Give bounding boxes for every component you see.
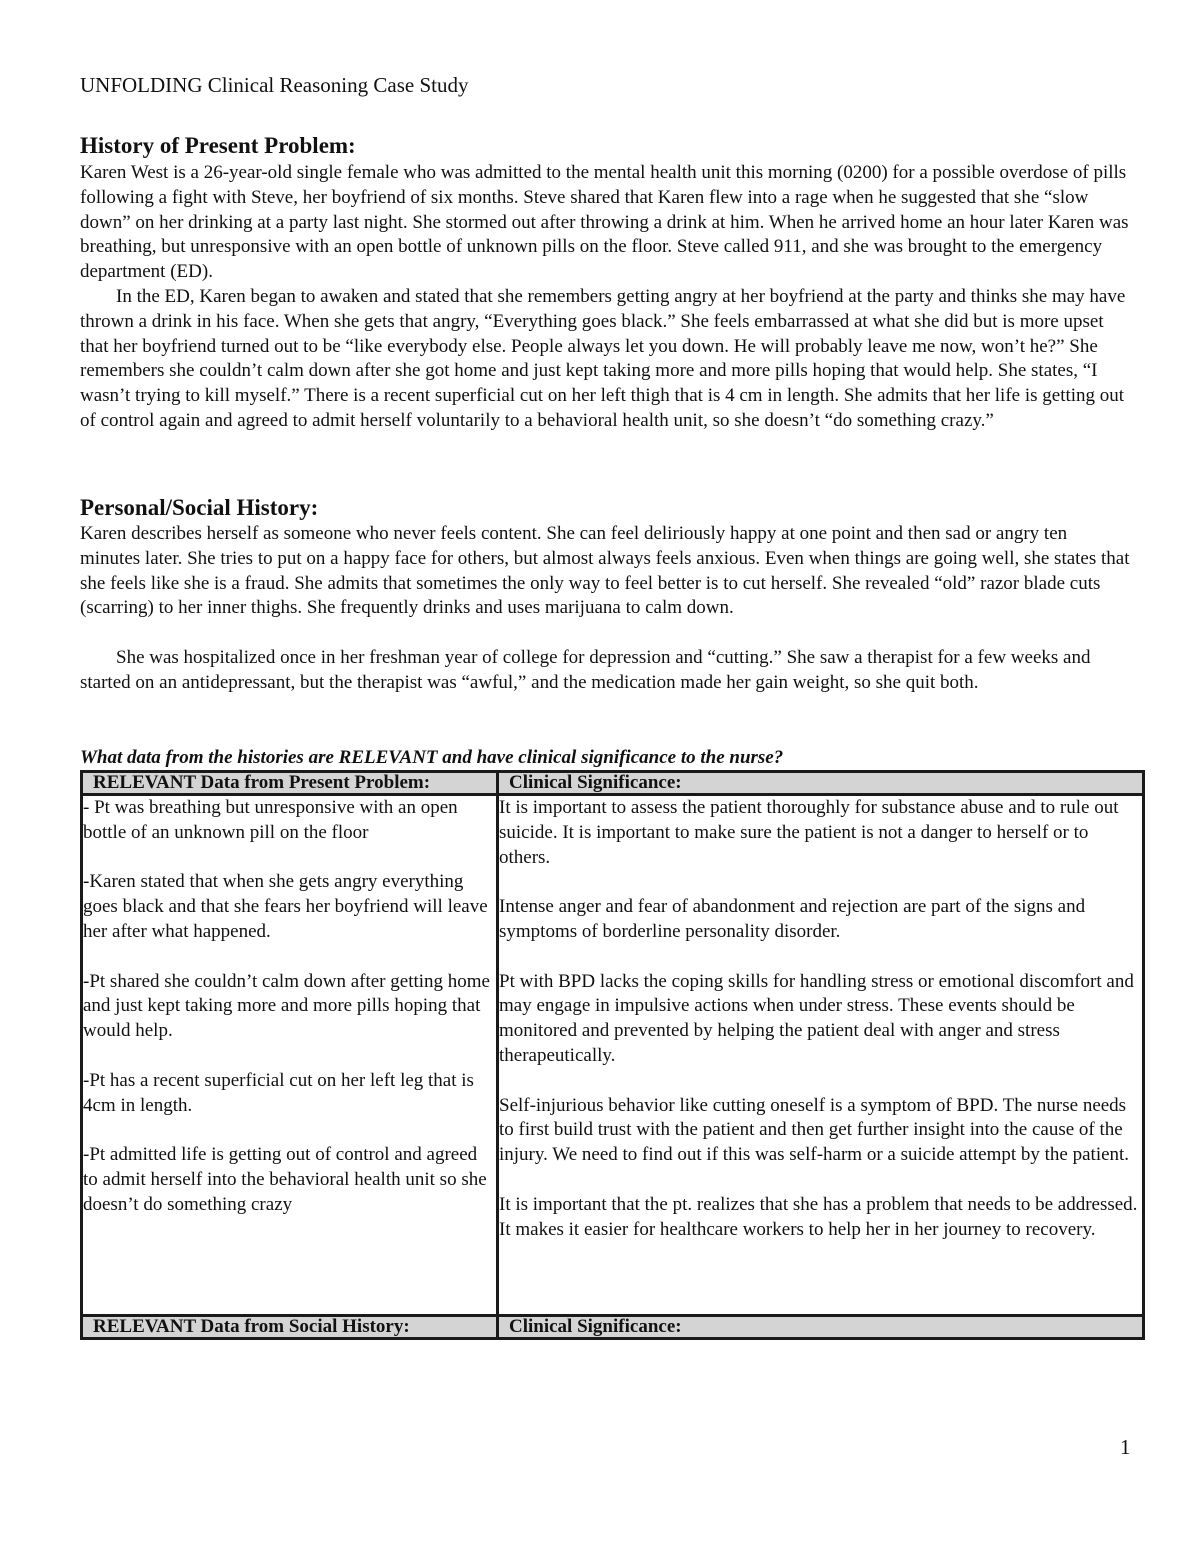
relevant-item: -Pt has a recent superficial cut on her left leg that is 4cm in length. (83, 1069, 474, 1116)
table-footer-row (82, 1316, 1144, 1339)
relevant-item: - Pt was breathing but unresponsive with an open bottle of an unknown pill on the floor (83, 797, 458, 843)
present-problem-paragraph-2: In the ED, Karen began to awaken and stated that she remembers getting angry at her boyfriend at the party and thinks she may have thrown a drink in his face. When she gets that angry, “Everything goes black.” She feels embarrassed at what she did but is more upset that her boyfriend turned out to be “like everybody else. People always let you down. He will probably leave me now, won’t he?” She remembers she couldn’t calm down after she got home and just kept taking more and more pills hoping that would help. She states, “I wasn’t trying to kill myself.” There is a recent superficial cut on her left thigh that is 4 cm in length. She admits that her life is getting out of control again and agreed to admit herself voluntarily to a behavioral health unit, so she doesn’t “do something crazy.” (80, 286, 1126, 431)
social-history-paragraph-2: She was hospitalized once in her freshman year of college for depression and “cutting.” She saw a therapist for a few weeks and started on an antidepressant, but the therapist was “awful,” and the medication made her gain weight, so she quit both. (80, 647, 1091, 693)
significance-item: Self-injurious behavior like cutting oneself is a symptom of BPD. The nurse needs to first build trust with the patient and then get further insight into the cause of the injury. We need to find out if this was self-harm or a suicide attempt by the patient. (499, 1094, 1130, 1166)
relevant-item: -Pt shared she couldn’t calm down after getting home and just kept taking more and more pills hoping that would help. (83, 970, 490, 1042)
relevant-item: -Pt admitted life is getting out of control and agreed to admit herself into the behavioral health unit so she doesn’t do something crazy (83, 1144, 487, 1215)
clinical-significance-cell (498, 795, 1144, 1316)
significance-item: It is important to assess the patient thoroughly for substance abuse and to rule out suicide. It is important to make sure the patient is not a danger to herself or to others. (499, 797, 1119, 868)
present-problem-heading: History of Present Problem: (80, 133, 356, 158)
page-number: 1 (1120, 1435, 1131, 1459)
document-title: UNFOLDING Clinical Reasoning Case Study (80, 73, 469, 97)
significance-item: It is important that the pt. realizes that she has a problem that needs to be addressed. It makes it easier for healthcare workers to help her in her journey to recovery. (499, 1193, 1138, 1240)
social-history-paragraph-1: Karen describes herself as someone who never feels content. She can feel deliriously happy at one point and then sad or angry ten minutes later. She tries to put on a happy face for others, but almost always feels anxious. Even when things are going well, she states that she feels like she is a fraud. She admits that sometimes the only way to feel better is to cut herself. She revealed “old” razor blade cuts (scarring) to her inner thighs. She frequently drinks and uses marijuana to calm down. (80, 523, 1130, 619)
relevant-item: -Karen stated that when she gets angry everything goes black and that she fears her boyfriend will leave her after what happened. (83, 871, 488, 942)
header-relevant-social: RELEVANT Data from Social History: (82, 1316, 498, 1339)
present-problem-paragraph-2-wrap (80, 285, 1132, 434)
significance-item: Intense anger and fear of abandonment and rejection are part of the signs and symptoms of borderline personality disorder. (499, 896, 1086, 942)
table-row (82, 795, 1144, 1316)
relevance-question: What data from the histories are RELEVANT and have clinical significance to the nurse? (80, 747, 784, 768)
social-history-paragraph-2-wrap (80, 646, 1132, 696)
table-header-row (82, 772, 1144, 795)
header-relevant-present: RELEVANT Data from Present Problem: (82, 772, 498, 795)
relevant-data-table (80, 770, 1145, 1340)
significance-item: Pt with BPD lacks the coping skills for handling stress or emotional discomfort and may engage in impulsive actions when under stress. These events should be monitored and prevented by helping the patient deal with anger and stress therapeutically. (499, 970, 1134, 1066)
present-problem-paragraph-1: Karen West is a 26-year-old single female who was admitted to the mental health unit this morning (0200) for a possible overdose of pills following a fight with Steve, her boyfriend of six months. Steve shared that Karen flew into a rage when he suggested that she “slow down” on her drinking at a party last night. She stormed out after throwing a drink at him. When he arrived home an hour later Karen was breathing, but unresponsive with an open bottle of unknown pills on the floor. Steve called 911, and she was brought to the emergency department (ED). (80, 162, 1129, 283)
header-clinical-significance: Clinical Significance: (498, 772, 1144, 795)
relevant-data-cell (82, 795, 498, 1316)
header-clinical-significance-social: Clinical Significance: (498, 1316, 1144, 1339)
social-history-heading: Personal/Social History: (80, 495, 319, 520)
